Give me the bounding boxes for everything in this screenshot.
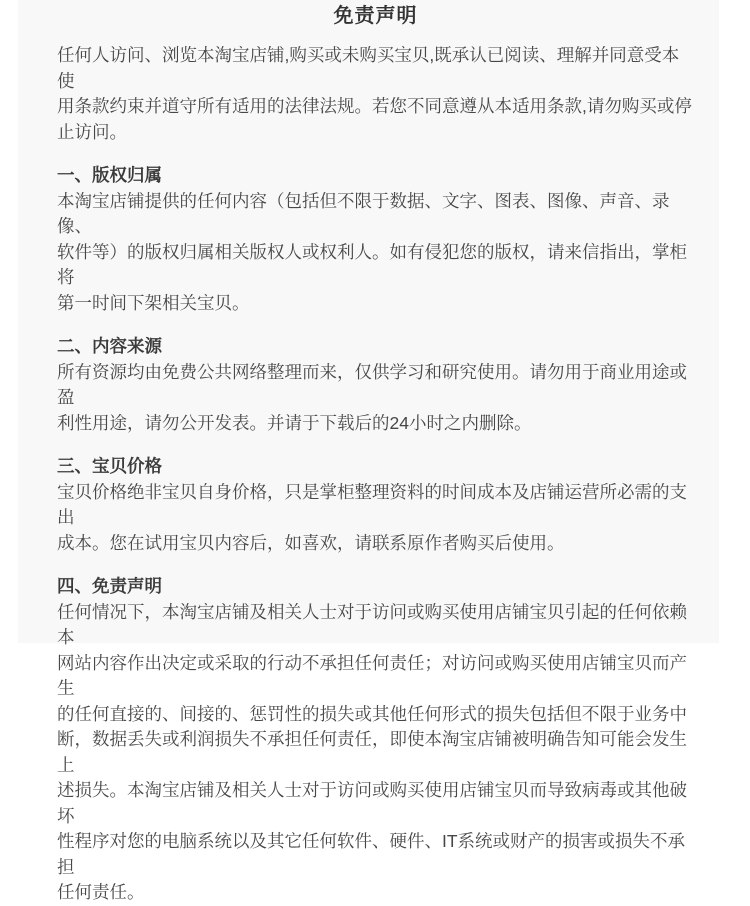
section-item-price-body: 宝贝价格绝非宝贝自身价格，只是掌柜整理资料的时间成本及店铺运营所必需的支出 成本。您在试用宝贝内容后，如喜欢，请联系原作者购买后使用。: [57, 481, 687, 553]
section-copyright-heading: 一、版权归属: [57, 165, 162, 185]
intro-paragraph: 任何人访问、浏览本淘宝店铺,购买或未购买宝贝,既承认已阅读、理解并同意受本使 用条款约束并道守所有适用的法律法规。若您不同意遵从本适用条款,请勿购买或停 止访问。: [57, 45, 692, 142]
section-disclaimer: [57, 574, 694, 906]
section-disclaimer-heading: 四、免责声明: [57, 576, 162, 596]
section-copyright-body: 本淘宝店铺提供的任何内容（包括但不限于数据、文字、图表、图像、声音、录像、 软件等）的版权归属相关版权人或权利人。如有侵犯您的版权，请来信指出，掌柜将 第一时间下架相关宝贝。: [57, 190, 687, 313]
section-content-source-body: 所有资源均由免费公共网络整理而来，仅供学习和研究使用。请勿用于商业用途或盈 利性用途，请勿公开发表。并请于下载后的24小时之内删除。: [57, 361, 687, 433]
section-disclaimer-body: 任何情况下，本淘宝店铺及相关人士对于访问或购买使用店铺宝贝引起的任何依赖本 网站内容作出决定或采取的行动不承担任何责任；对访问或购买使用店铺宝贝而产生 的任何直接的、间接的、惩罚性的损失或其他任何形式的损失包括但不限于业务中 断，数据丢失或利润损失不承担任何责任，即使本淘宝店铺被明确告知可能会发生上 述损失。本淘宝店铺及相关人士对于访问或购买使用店铺宝贝而导致病毒或其他破坏 性程序对您的电脑系统以及其它任何软件、硬件、IT系统或财产的损害或损失不承担 任何责任。: [57, 601, 687, 902]
section-item-price: [57, 454, 694, 556]
section-copyright: [57, 163, 694, 316]
section-content-source-heading: 二、内容来源: [57, 336, 162, 356]
section-content-source: [57, 334, 694, 436]
disclaimer-sheet: [18, 0, 719, 902]
section-item-price-heading: 三、宝贝价格: [57, 456, 162, 476]
page-title: 免责声明: [333, 5, 418, 27]
